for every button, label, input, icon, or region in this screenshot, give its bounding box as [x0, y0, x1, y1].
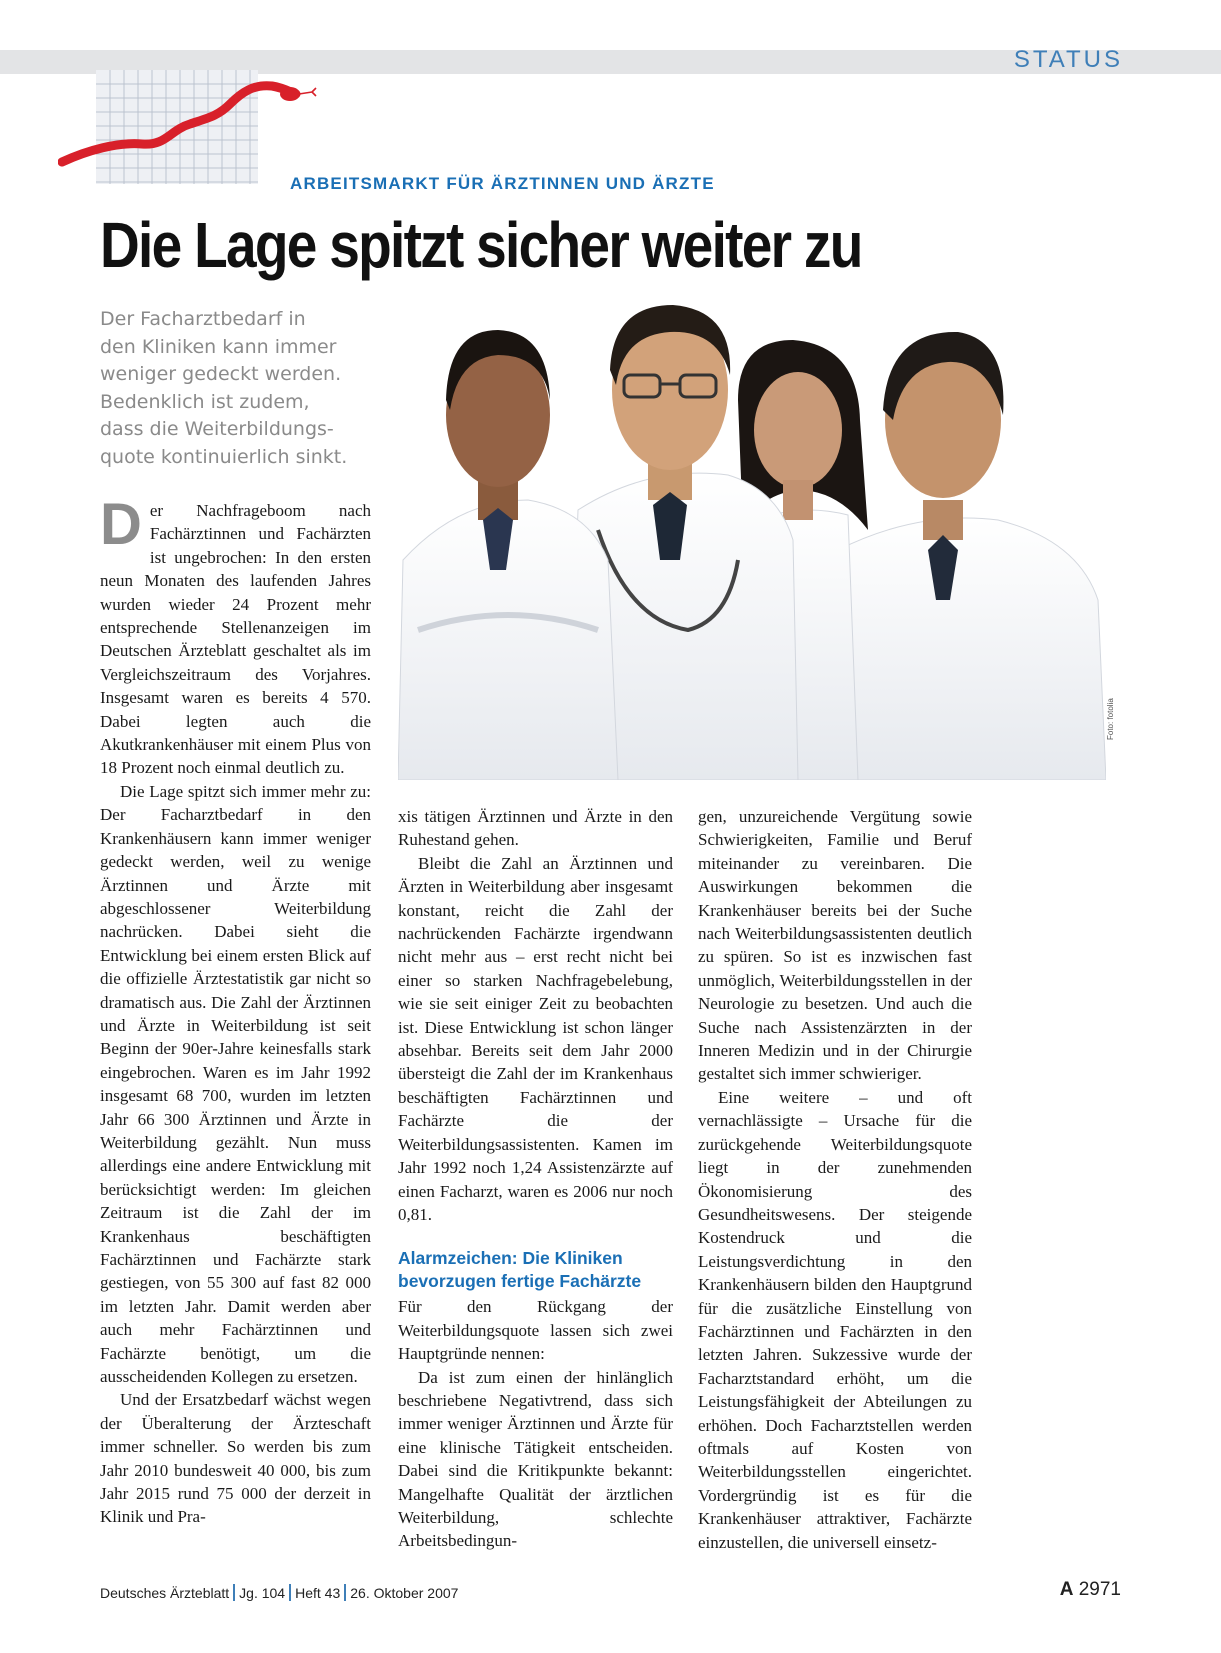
lead-line: den Kliniken kann immer: [100, 335, 337, 358]
body-paragraph: Eine weitere – und oft vernachlässigte – Ursache für die zurückgehende Weiterbildungsquote liegt in der zunehmenden Ökonomisierung des Gesundheitswesens. Der steigende Kostendruck und die Leistungsverdichtung in den Krankenhäusern bilden den Hauptgrund für die zusätzliche Einstellung von Fachärztinnen und Fachärzten in den letzten Jahren. Sukzessive wurde der Facharztstandard erhöht, um die Leistungsfähigkeit der Abteilungen zu erhöhen. Doch Facharztstellen werden oftmals auf Kosten von Weiterbildungsstellen eingerichtet. Vordergründig ist es für die Krankenhäuser attraktiver, Fachärzte einzustellen, die universell einsetz-: [698, 1087, 972, 1552]
doctors-photo: [398, 300, 1106, 780]
body-paragraph: Die Lage spitzt sich immer mehr zu: Der Facharztbedarf in den Krankenhäusern kann immer weniger gedeckt werden, weil zu wenige Ärztinnen und Ärzte mit abgeschlossener Weiterbildung nachrücken. Dabei sieht die Entwicklung bei einem ersten Blick auf die offizielle Ärztestatistik gar nicht so dramatisch aus. Die Zahl der Ärztinnen und Ärzte in Weiterbildung ist seit Beginn der 90er-Jahre keinesfalls stark eingebrochen. Waren es im Jahr 1992 insgesamt 68 700, wurden im letzten Jahr 66 300 Ärztinnen und Ärzte in Weiterbildung gezählt. Nun muss allerdings eine andere Entwicklung mit berücksichtigt werden: Im gleichen Zeitraum ist die Zahl der im Krankenhaus beschäftigten Fachärztinnen und Fachärzte stark gestiegen, von 55 300 auf fast 82 000 im letzten Jahr. Damit werden aber auch mehr Fachärztinnen und Fachärzte benötigt, um die ausscheidenden Kollegen zu ersetzen.: [100, 781, 371, 1387]
body-paragraph: Bleibt die Zahl an Ärztinnen und Ärzten in Weiterbildung aber insgesamt konstant, reicht die Zahl der nachrückenden Fachärzte irgendwann nicht mehr aus – erst recht nicht bei einer so starken Nachfragebelebung, wie sie seit einiger Zeit zu beobachten ist. Diese Entwicklung ist schon länger absehbar. Bereits seit dem Jahr 2000 übersteigt die Zahl der im Krankenhaus beschäftigten Fachärztinnen und Fachärzte die der Weiterbildungsassistenten. Kamen im Jahr 1992 noch 1,24 Assistenzärzte auf einen Facharzt, waren es 2006 nur noch 0,81.: [398, 853, 673, 1224]
page-number: [1060, 1579, 1121, 1601]
body-paragraph: [100, 492, 371, 780]
lead-line: dass die Weiterbildungs-: [100, 418, 334, 440]
footer-separator: [233, 1584, 235, 1601]
body-paragraph: gen, unzureichende Vergütung sowie Schwierigkeiten, Familie und Beruf miteinander zu vereinbaren. Die Auswirkungen bekommen die Krankenhäuser bereits bei der Suche nach Weiterbildungsassistenten deutlich zu spüren. So ist es inzwischen fast unmöglich, Weiterbildungsstellen in der Neurologie zu besetzen. Und auch die Suche nach Assistenzärzten in der Inneren Medizin und in der Chirurgie gestaltet sich immer schwieriger.: [698, 807, 972, 1084]
paragraph-text: er Nachfrageboom nach Fachärztinnen und Fachärzten ist ungebrochen: In den ersten neun Monaten des laufenden Jahres wurden wieder 24 Prozent mehr entsprechende Stellenanzeigen im Deutschen Ärzteblatt geschaltet als im Vergleichszeitraum des Vorjahres. Insgesamt waren es bereits 4 570. Dabei legten auch die Akutkrankenhäuser mit einem Plus von 18 Prozent noch einmal deutlich zu.: [100, 501, 371, 778]
article-lead: [100, 306, 385, 471]
footer-separator: [289, 1584, 291, 1601]
lead-line: quote kontinuierlich sinkt.: [100, 445, 348, 468]
issue: Heft 43: [295, 1585, 341, 1601]
lead-line: weniger gedeckt werden.: [100, 363, 342, 385]
body-paragraph: Da ist zum einen der hinlänglich beschriebene Negativtrend, dass sich immer weniger Ärztinnen und Ärzte für eine klinische Tätigkeit entscheiden. Dabei sind die Kritikpunkte bekannt: Mangelhafte Qualität der ärztlichen Weiterbildung, schlechte Arbeitsbedingun-: [398, 1367, 673, 1551]
body-paragraph: Und der Ersatzbedarf wächst wegen der Überalterung der Ärzteschaft immer schneller. So werden bis zum Jahr 2010 bundesweit 40 000, bis zum Jahr 2015 rund 75 000 der derzeit in Klinik und Pra-: [100, 1390, 371, 1527]
article-kicker: ARBEITSMARKT FÜR ÄRZTINNEN UND ÄRZTE: [290, 174, 715, 193]
lead-line: Der Facharztbedarf in: [100, 308, 306, 330]
lead-line: Bedenklich ist zudem,: [100, 390, 310, 413]
article-subhead: Alarmzeichen: Die Kliniken bevorzugen fertige Fachärzte: [398, 1248, 642, 1292]
publication-name: Deutsches Ärzteblatt: [100, 1585, 230, 1601]
footer-separator: [344, 1584, 346, 1601]
snake-chart-icon: [58, 70, 318, 194]
body-paragraph: xis tätigen Ärztinnen und Ärzte in den Ruhestand gehen.: [398, 807, 673, 850]
article-title: Die Lage spitzt sicher weiter zu: [100, 209, 862, 281]
page-prefix: A: [1059, 1579, 1074, 1600]
footer-citation: [100, 1584, 458, 1601]
page-number-value: 2971: [1078, 1579, 1121, 1600]
article-column-2: [398, 805, 673, 1553]
issue-date: 26. Oktober 2007: [350, 1585, 459, 1601]
body-paragraph: Für den Rückgang der Weiterbildungsquote lassen sich zwei Hauptgründe nennen:: [398, 1297, 673, 1364]
drop-cap: D: [100, 492, 142, 557]
article-column-3: [698, 805, 972, 1554]
section-label: STATUS: [1013, 46, 1123, 73]
article-column-1: [100, 492, 371, 1529]
photo-credit: Foto: fotolia: [1106, 698, 1115, 740]
volume: Jg. 104: [239, 1585, 286, 1601]
